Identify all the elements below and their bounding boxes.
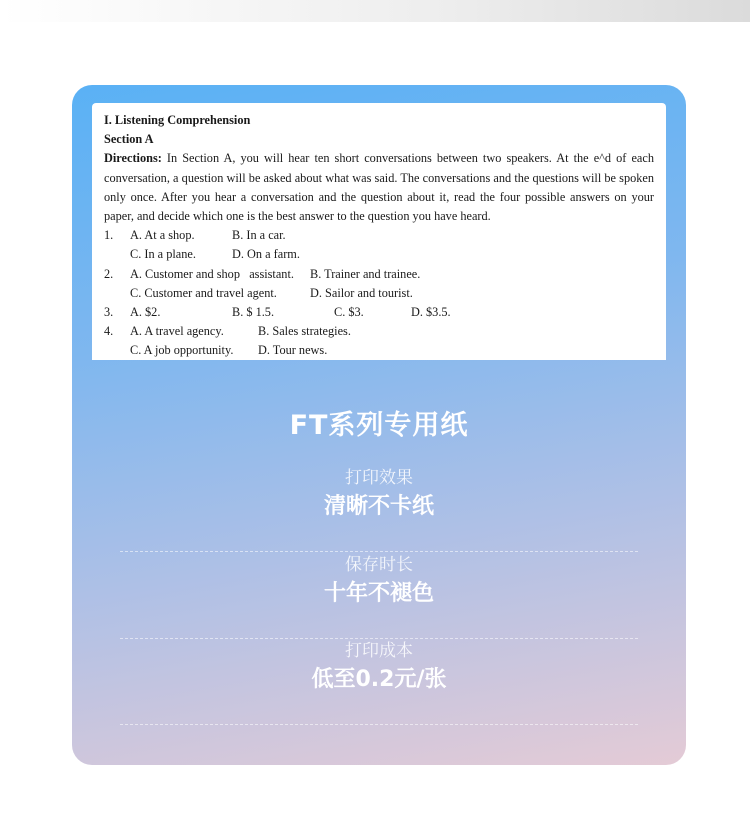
question-number: 2. [104,266,114,281]
option-c: C. $3. [334,305,364,320]
feature-value: 十年不褪色 [323,581,434,606]
question-number: 4. [104,324,114,339]
paper-directions [104,149,654,226]
top-banner-strip [0,0,750,22]
feature-value: 清晰不卡纸 [323,494,434,519]
option-d: D. On a farm. [232,247,300,262]
option-b: B. Trainer and trainee. [310,266,421,281]
question-number: 3. [104,305,114,320]
feature-storage-life [120,552,638,639]
option-c: C. Customer and travel agent. [130,285,277,300]
feature-label: 保存时长 [345,555,413,575]
option-b: B. $ 1.5. [232,305,275,320]
option-d: D. Sailor and tourist. [310,285,413,300]
paper-section: Section A [104,132,154,147]
option-d: D. $3.5. [411,305,451,320]
option-a: A. A travel agency. [130,324,224,339]
directions-label: Directions: [104,151,162,166]
option-d: D. Tour news. [258,343,328,358]
paper-heading: I. Listening Comprehension [104,113,251,127]
question-3 [104,303,654,322]
directions-text: In Section A, you will hear ten short conversations between two speakers. At the e^d of each conversation, a question will be asked about what was said. The conversations and the questions will be spoken only once. After you hear a conversation and the question about it, read the four possible answers on your paper, and decide which one is the best answer to the question you have heard. [104,151,654,224]
question-4 [104,322,654,360]
feature-value: 低至0.2元/张 [311,667,447,692]
feature-print-cost [120,638,638,725]
product-card [72,85,686,765]
product-title: FT系列专用纸 [289,410,469,441]
option-a: A. $2. [130,305,161,320]
question-1 [104,226,654,264]
sample-printed-paper [92,103,666,360]
option-c: C. A job opportunity. [130,343,234,358]
option-a: A. Customer and shop assistant. [130,266,294,281]
feature-label: 打印成本 [345,641,413,661]
option-a: A. At a shop. [130,228,195,243]
option-b: B. In a car. [232,228,286,243]
question-number: 1. [104,228,114,243]
feature-print-quality [120,465,638,552]
question-2 [104,265,654,303]
option-c: C. In a plane. [130,247,196,262]
feature-label: 打印效果 [345,468,413,488]
option-b: B. Sales strategies. [258,324,351,339]
